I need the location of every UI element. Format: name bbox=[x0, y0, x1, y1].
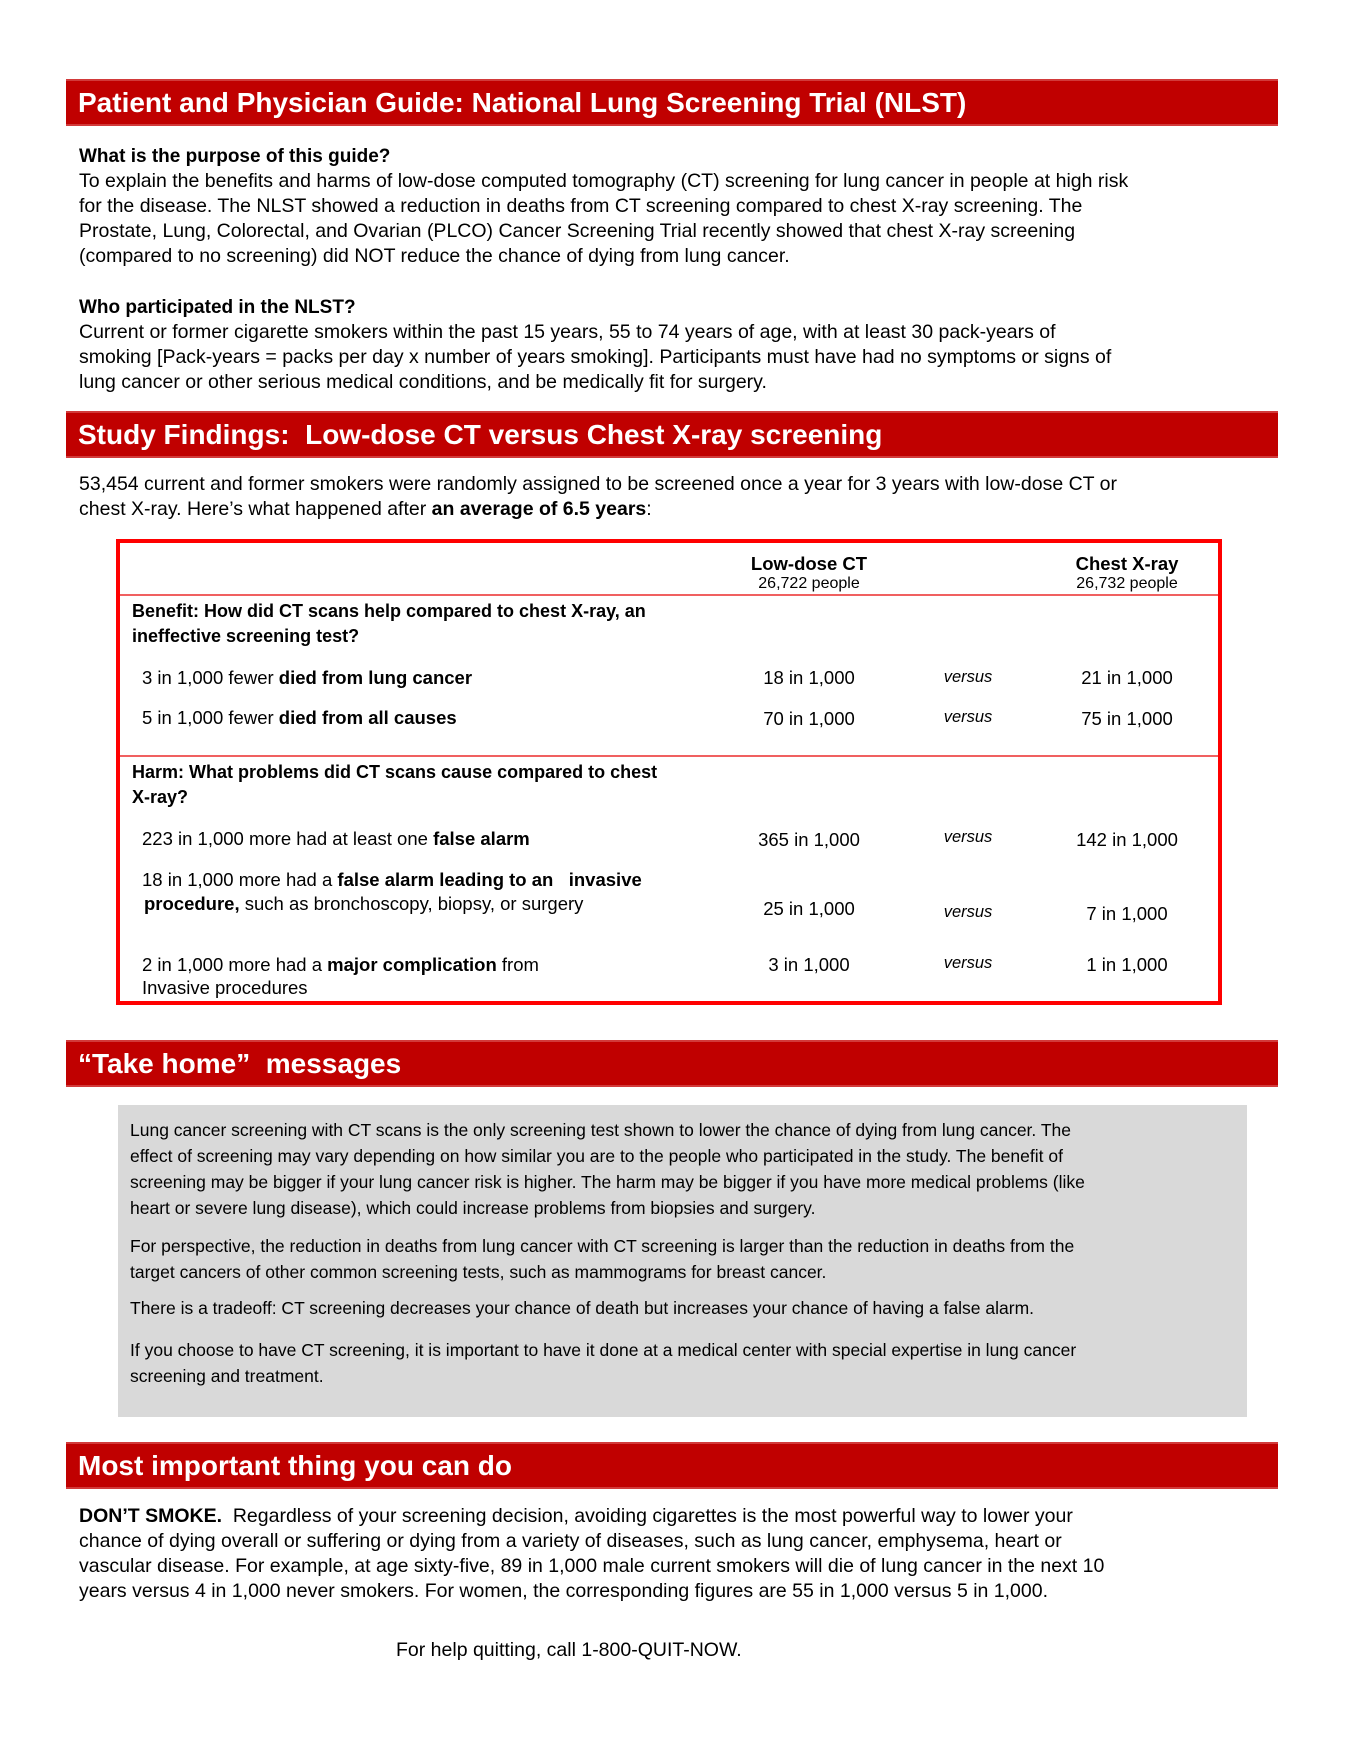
ct-value: 25 in 1,000 bbox=[763, 898, 855, 919]
emphasis: false alarm leading to an invasive bbox=[337, 869, 642, 890]
line: chance of dying overall or suffering or dying from a variety of diseases, such as lung cancer, emphysema, heart or bbox=[79, 1530, 1062, 1552]
emphasis: DON’T SMOKE. bbox=[79, 1505, 223, 1527]
versus-label: versus bbox=[943, 954, 993, 972]
table-row-label-cont bbox=[144, 893, 583, 915]
harm-heading: Harm: What problems did CT scans cause compared to chest X-ray? bbox=[132, 762, 658, 807]
column-title: Chest X-ray bbox=[1075, 553, 1179, 574]
section-header-guide: Patient and Physician Guide: National Lung Screening Trial (NLST) bbox=[66, 79, 1278, 126]
take-home-box bbox=[118, 1105, 1247, 1417]
text: 223 in 1,000 more had at least one bbox=[142, 828, 434, 849]
line: If you choose to have CT screening, it is important to have it done at a medical center with special expertise in lung cancer bbox=[130, 1340, 1077, 1360]
text: Regardless of your screening decision, avoiding cigarettes is the most powerful way to lower your bbox=[222, 1505, 1073, 1527]
participants-text bbox=[79, 320, 1279, 395]
column-title: Low-dose CT bbox=[750, 553, 868, 574]
take-home-paragraph bbox=[130, 1337, 1230, 1389]
line: target cancers of other common screening tests, such as mammograms for breast cancer. bbox=[130, 1262, 827, 1282]
xray-value: 142 in 1,000 bbox=[1076, 829, 1178, 850]
purpose-line: (compared to no screening) did NOT reduce the chance of dying from lung cancer. bbox=[79, 245, 790, 267]
participants-line: Current or former cigarette smokers within the past 15 years, 55 to 74 years of age, with at least 30 pack-years of bbox=[79, 321, 1056, 343]
line: For perspective, the reduction in deaths from lung cancer with CT screening is larger than the reduction in deaths from the bbox=[130, 1236, 1075, 1256]
divider bbox=[120, 594, 1218, 596]
participants-line: lung cancer or other serious medical conditions, and be medically fit for surgery. bbox=[79, 371, 767, 393]
text: 2 in 1,000 more had a bbox=[142, 954, 328, 975]
xray-value: 7 in 1,000 bbox=[1086, 903, 1168, 924]
line: years versus 4 in 1,000 never smokers. For women, the corresponding figures are 55 in 1,000 versus 5 in 1,000. bbox=[79, 1580, 1049, 1602]
findings-intro bbox=[79, 472, 1279, 522]
line: There is a tradeoff: CT screening decreases your chance of death but increases your chance of having a false alarm. bbox=[130, 1298, 1035, 1318]
section-header-most-important: Most important thing you can do bbox=[66, 1442, 1278, 1489]
text: Invasive procedures bbox=[142, 977, 308, 998]
text: from bbox=[496, 954, 539, 975]
table-row-label-cont bbox=[142, 977, 308, 999]
line: heart or severe lung disease), which could increase problems from biopsies and surgery. bbox=[130, 1198, 816, 1218]
participants-line: smoking [Pack-years = packs per day x number of years smoking]. Participants must have had no symptoms or signs of bbox=[79, 346, 1112, 368]
versus-label: versus bbox=[943, 903, 993, 921]
text: such as bronchoscopy, biopsy, or surgery bbox=[239, 893, 584, 914]
text: 5 in 1,000 fewer bbox=[142, 707, 279, 728]
findings-table bbox=[116, 539, 1222, 1005]
emphasis: false alarm bbox=[433, 828, 530, 849]
line: screening and treatment. bbox=[130, 1366, 324, 1386]
quitline-text: For help quitting, call 1-800-QUIT-NOW. bbox=[396, 1639, 742, 1661]
text: chest X-ray. Here’s what happened after bbox=[79, 498, 432, 520]
text: 3 in 1,000 fewer bbox=[142, 667, 279, 688]
divider bbox=[120, 755, 1218, 757]
table-row-label bbox=[142, 667, 472, 689]
purpose-line: for the disease. The NLST showed a reduction in deaths from CT screening compared to chest X-ray screening. The bbox=[79, 195, 1083, 217]
benefit-heading: Benefit: How did CT scans help compared to chest X-ray, an ineffective screening test? bbox=[132, 601, 646, 646]
findings-intro-line bbox=[79, 497, 1279, 522]
versus-label: versus bbox=[943, 708, 993, 726]
line: Lung cancer screening with CT scans is the only screening test shown to lower the chance of dying from lung cancer. The bbox=[130, 1120, 1071, 1140]
emphasis: an average of 6.5 years bbox=[431, 498, 647, 520]
column-subtitle: 26,722 people bbox=[758, 575, 860, 592]
versus-label: versus bbox=[943, 828, 993, 846]
emphasis: died from lung cancer bbox=[278, 667, 473, 688]
emphasis: major complication bbox=[327, 954, 497, 975]
section-header-findings: Study Findings: Low-dose CT versus Chest X-ray screening bbox=[66, 411, 1278, 458]
table-row-label bbox=[142, 707, 457, 729]
purpose-text bbox=[79, 169, 1279, 269]
line: effect of screening may vary depending on how similar you are to the people who participated in the study. The benefit of bbox=[130, 1146, 1063, 1166]
text: 18 in 1,000 more had a bbox=[142, 869, 338, 890]
ct-value: 3 in 1,000 bbox=[768, 954, 850, 975]
ct-value: 70 in 1,000 bbox=[763, 708, 855, 729]
table-row-label bbox=[142, 828, 530, 850]
xray-value: 21 in 1,000 bbox=[1081, 667, 1173, 688]
section-header-take-home: “Take home” messages bbox=[66, 1040, 1278, 1087]
emphasis: procedure, bbox=[144, 893, 240, 914]
column-header-ct bbox=[709, 553, 909, 593]
purpose-heading: What is the purpose of this guide? bbox=[79, 146, 391, 167]
take-home-paragraph bbox=[130, 1233, 1230, 1285]
xray-value: 75 in 1,000 bbox=[1081, 708, 1173, 729]
take-home-paragraph bbox=[130, 1295, 1230, 1321]
versus-label: versus bbox=[943, 668, 993, 686]
xray-value: 1 in 1,000 bbox=[1086, 954, 1168, 975]
table-row-label bbox=[142, 954, 539, 976]
text: : bbox=[646, 498, 652, 520]
ct-value: 18 in 1,000 bbox=[763, 667, 855, 688]
line bbox=[79, 1504, 1279, 1529]
line: screening may be bigger if your lung cancer risk is higher. The harm may be bigger if you have more medical problems (like bbox=[130, 1172, 1085, 1192]
column-header-xray bbox=[1027, 553, 1227, 593]
purpose-line: To explain the benefits and harms of low-dose computed tomography (CT) screening for lung cancer in people at high risk bbox=[79, 170, 1129, 192]
smoking-text bbox=[79, 1504, 1279, 1604]
purpose-line: Prostate, Lung, Colorectal, and Ovarian (PLCO) Cancer Screening Trial recently showed that chest X-ray screening bbox=[79, 220, 1076, 242]
column-subtitle: 26,732 people bbox=[1076, 575, 1178, 592]
take-home-paragraph bbox=[130, 1117, 1230, 1221]
participants-heading: Who participated in the NLST? bbox=[79, 297, 356, 318]
line: vascular disease. For example, at age sixty-five, 89 in 1,000 male current smokers will die of lung cancer in the next 10 bbox=[79, 1555, 1105, 1577]
table-row-label bbox=[142, 869, 642, 891]
emphasis: died from all causes bbox=[278, 707, 457, 728]
findings-intro-line: 53,454 current and former smokers were randomly assigned to be screened once a year for 3 years with low-dose CT or bbox=[79, 473, 1117, 495]
ct-value: 365 in 1,000 bbox=[758, 829, 860, 850]
